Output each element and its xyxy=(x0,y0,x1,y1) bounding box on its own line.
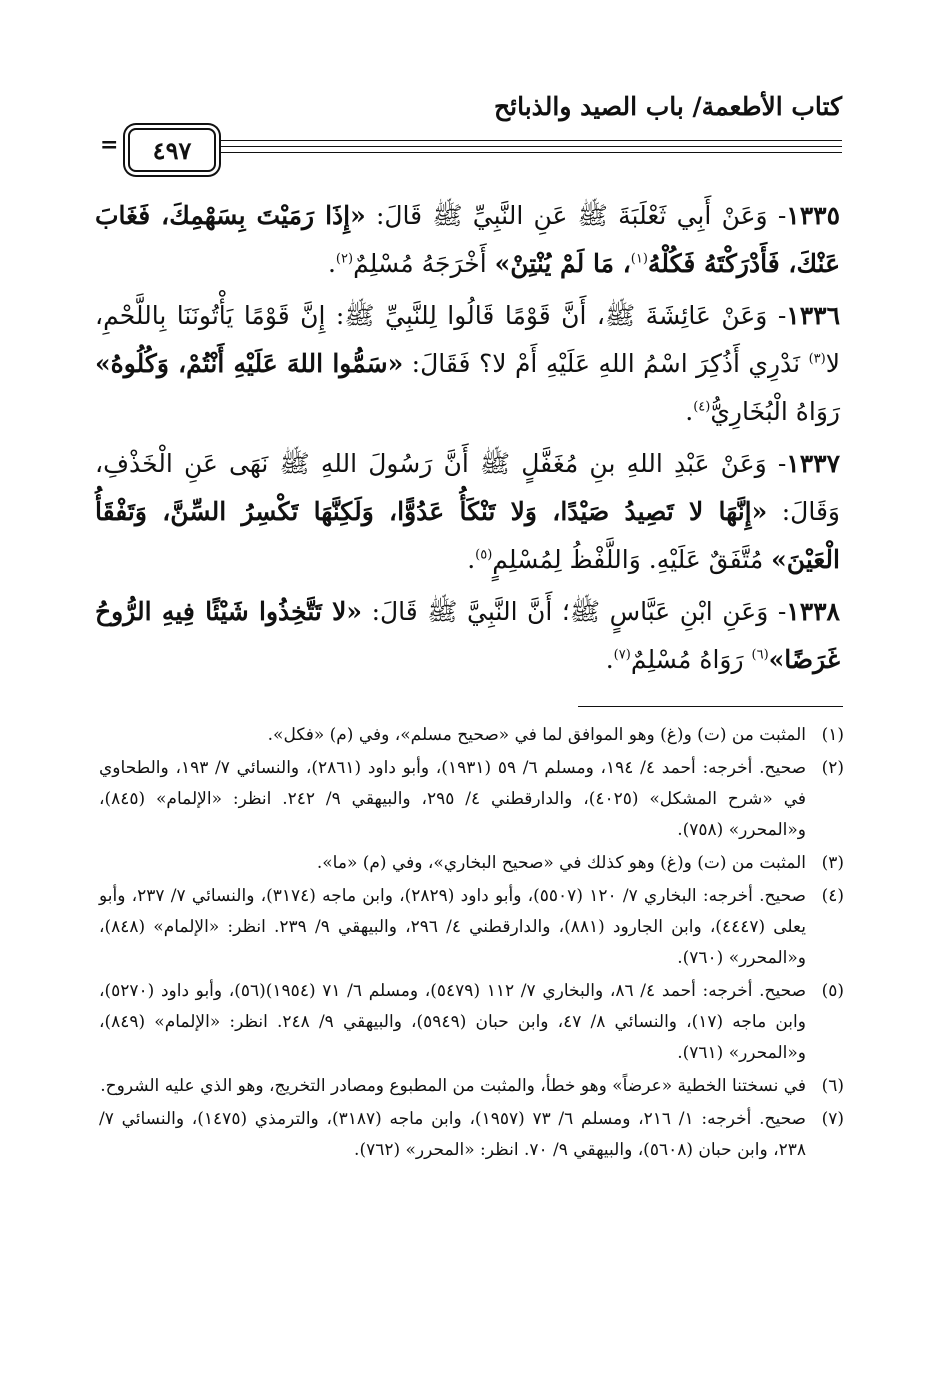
hadith-text: - وَعَنِ ابْنِ عَبَّاسٍ ﷺ؛ أَنَّ النَّبِيَّ ﷺ قَالَ: xyxy=(362,597,787,626)
prophetic-quote: «إِنَّهَا لا تَصِيدُ صَيْدًا، وَلا تَنْكَأُ عَدُوًّا، وَلَكِنَّهَا تَكْسِرُ السِّنَّ، وَتَفْقَأُ الْعَيْنَ» xyxy=(95,497,840,574)
header-rule-bottom xyxy=(215,152,842,153)
footnote xyxy=(99,753,844,846)
footnote-text: في نسختنا الخطية «عرضاً» وهو خطأ، والمثبت من المطبوع ومصادر التخريج، وهو الذي عليه الشروح. xyxy=(100,1076,806,1096)
footnote-text: صحيح. أخرجه: أحمد ٤/ ٨٦، والبخاري ٧/ ١١٢ (٥٤٧٩)، ومسلم ٦/ ٧١ (١٩٥٤)(٥٦)، وأبو داود (٥٢٧٠)، وابن ماجه (١٧)، والنسائي ٨/ ٤٧، وابن حبان (٥٩٤٩)، والبيهقي ٩/ ٢٤٨. انظر: «الإلمام» (٨٤٩)، و«المحرر» (٧٦١). xyxy=(99,981,807,1063)
footnote xyxy=(99,881,844,974)
footnote-text: المثبت من (ت) و(غ) وهو الموافق لما في «صحيح مسلم»، وفي (م) «فكل». xyxy=(267,725,806,745)
page-continuation-mark: = xyxy=(100,132,119,158)
footnote-reference[interactable]: (٦) xyxy=(751,647,769,663)
footnote xyxy=(99,1071,844,1102)
page-number-frame xyxy=(128,128,216,172)
footnote-number: (٢) xyxy=(821,758,845,778)
prophetic-quote: «لا تَتَّخِذُوا شَيْئًا فِيهِ الرُّوحُ غَرَضًا» xyxy=(95,597,840,674)
hadith-text: رَوَاهُ مُسْلِمٌ xyxy=(630,645,752,674)
hadith-text: . xyxy=(605,645,614,674)
footnote xyxy=(99,848,844,879)
running-title: كتاب الأطعمة/ باب الصيد والذبائح xyxy=(493,92,842,121)
footnote-reference[interactable]: (٣) xyxy=(808,351,826,367)
hadith-text: . xyxy=(327,249,336,278)
hadith-text: نَدْرِي أَذُكِرَ اسْمُ اللهِ عَلَيْهِ أَمْ لا؟ فَقَالَ: xyxy=(403,349,809,378)
hadith-list xyxy=(95,192,840,688)
hadith-paragraph xyxy=(95,292,840,436)
hadith-number: ١٣٣٨ xyxy=(786,597,840,626)
hadith-paragraph xyxy=(95,588,840,684)
footnote-number: (٣) xyxy=(821,853,844,873)
footnote-number: (٦) xyxy=(821,1076,844,1096)
footnote-reference[interactable]: (٤) xyxy=(693,399,711,415)
hadith-text: . xyxy=(685,397,694,426)
hadith-text: أَخْرَجَهُ مُسْلِمٌ xyxy=(353,249,495,278)
hadith-text: . xyxy=(467,545,476,574)
prophetic-quote: «إِذَا رَمَيْتَ بِسَهْمِكَ، فَغَابَ عَنْكَ، فَأَدْرَكْتَهُ فَكُلْهُ xyxy=(95,201,840,278)
hadith-paragraph xyxy=(95,192,840,288)
footnote-text: صحيح. أخرجه: ١/ ٢١٦، ومسلم ٦/ ٧٣ (١٩٥٧)، وابن ماجه (٣١٨٧)، والترمذي (١٤٧٥)، والنسائي ٧/ ٢٣٨، وابن حبان (٥٦٠٨)، والبيهقي ٩/ ٧٠. انظر: «المحرر» (٧٦٢). xyxy=(99,1109,806,1160)
footnote-reference[interactable]: (٧) xyxy=(613,647,631,663)
hadith-text: مُتَّفَقٌ عَلَيْهِ. وَاللَّفْظُ لِمُسْلِمٍ xyxy=(492,545,772,574)
footnote xyxy=(99,976,844,1069)
hadith-text: رَوَاهُ الْبُخَارِيُّ xyxy=(710,397,840,426)
footnote-text: صحيح. أخرجه: البخاري ٧/ ١٢٠ (٥٥٠٧)، وأبو داود (٢٨٢٩)، وابن ماجه (٣١٧٤)، والنسائي ٧/ ٢٣٧، وأبو يعلى (٤٤٤٧)، وابن الجارود (٨٨١)، والدارقطني ٤/ ٢٩٦، والبيهقي ٩/ ٢٣٩. انظر: «الإلمام» (٨٤٨)، و«المحرر» (٧٦٠). xyxy=(99,886,806,968)
header-rule-middle xyxy=(215,146,842,147)
footnote xyxy=(99,720,844,751)
footnote-text: صحيح. أخرجه: أحمد ٤/ ١٩٤، ومسلم ٦/ ٥٩ (١٩٣١)، وأبو داود (٢٨٦١)، والنسائي ٧/ ١٩٣، والطحاوي في «شرح المشكل» (٤٠٢٥)، والدارقطني ٤/ ٢٩٥، والبيهقي ٩/ ٢٤٢. انظر: «الإلمام» (٨٤٥)، و«المحرر» (٧٥٨). xyxy=(99,758,807,840)
hadith-number: ١٣٣٦ xyxy=(786,301,840,330)
footnotes-list xyxy=(99,720,844,1168)
hadith-text: - وَعَنْ عَائِشَةَ ﷺ، أَنَّ قَوْمًا قَالُوا لِلنَّبِيِّ ﷺ: إِنَّ قَوْمًا يَأْتُونَنَا بِاللَّحْمِ، لا xyxy=(95,301,840,378)
footnote-reference[interactable]: (٢) xyxy=(335,251,354,267)
hadith-text: - وَعَنْ عَبْدِ اللهِ بنِ مُغَفَّلٍ ﷺ أَنَّ رَسُولَ اللهِ ﷺ نَهَى عَنِ الْخَذْفِ، وَقَالَ: xyxy=(95,449,840,526)
hadith-text: - وَعَنْ أَبِي ثَعْلَبَةَ ﷺ عَنِ النَّبِيِّ ﷺ قَالَ: xyxy=(365,201,787,230)
footnote-number: (١) xyxy=(821,725,844,745)
footnote-number: (٤) xyxy=(821,886,844,906)
prophetic-quote: «سَمُّوا اللهَ عَلَيْهِ أَنْتُمْ، وَكُلُوهُ» xyxy=(95,349,404,378)
footnote xyxy=(99,1104,844,1166)
page-number: ٤٩٧ xyxy=(152,135,192,165)
hadith-paragraph xyxy=(95,440,840,584)
hadith-number: ١٣٣٥ xyxy=(786,201,840,230)
footnote-separator xyxy=(578,706,843,707)
prophetic-quote: ، مَا لَمْ يُنْتِنْ» xyxy=(494,249,631,278)
footnote-text: المثبت من (ت) و(غ) وهو كذلك في «صحيح البخاري»، وفي (م) «ما». xyxy=(316,853,806,873)
header-rule-top xyxy=(215,140,842,141)
footnote-reference[interactable]: (٥) xyxy=(475,547,493,563)
footnote-reference[interactable]: (١) xyxy=(630,251,648,267)
footnote-number: (٥) xyxy=(821,981,845,1001)
hadith-number: ١٣٣٧ xyxy=(786,449,840,478)
footnote-number: (٧) xyxy=(821,1109,844,1129)
